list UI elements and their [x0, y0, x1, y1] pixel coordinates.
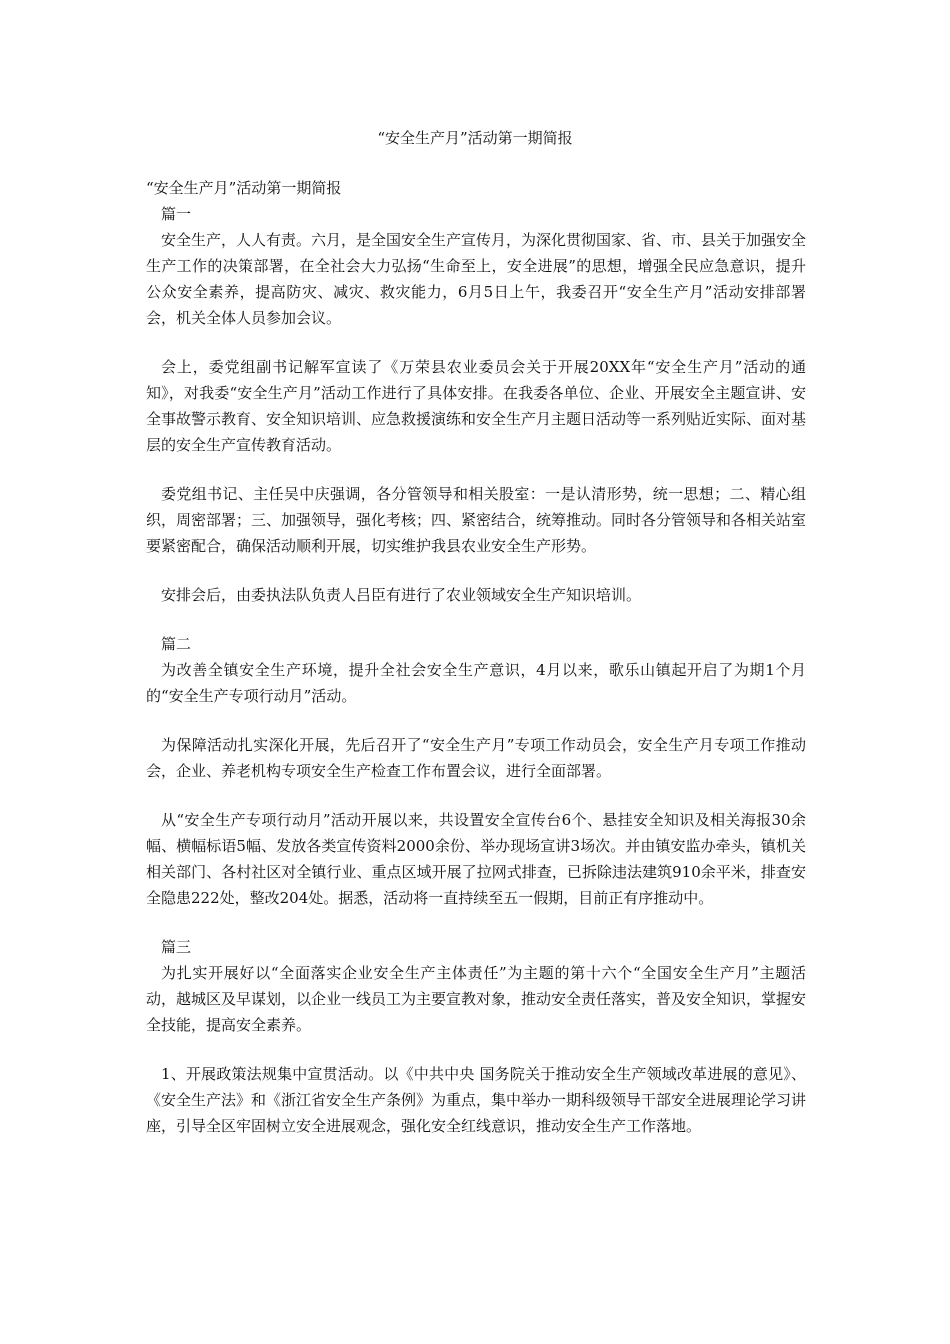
document-subtitle: “安全生产月”活动第一期简报	[146, 179, 342, 197]
paragraph: 1、开展政策法规集中宣贯活动。以《中共中央 国务院关于推动安全生产领域改革进展的意见》、《安全生产法》和《浙江省安全生产条例》为重点，集中举办一期科级领导干部安全进展理论学习讲座，引导全区牢固树立安全进展观念，强化安全红线意识，推动安全生产工作落地。	[146, 1065, 807, 1135]
paragraph: 安排会后，由委执法队负责人吕臣有进行了农业领域安全生产知识培训。	[161, 586, 642, 604]
paragraph: 安全生产，人人有责。六月，是全国安全生产宣传月，为深化贯彻国家、省、市、县关于加强安全生产工作的决策部署，在全社会大力弘扬“生命至上，安全进展”的思想，增强全民应急意识，提升公众安全素养，提高防灾、减灾、救灾能力，6月5日上午，我委召开“安全生产月”活动安排部署会，机关全体人员参加会议。	[146, 231, 807, 327]
document-body	[146, 175, 806, 1139]
article-3	[146, 934, 806, 1139]
paragraph: 为扎实开展好以“全面落实企业安全生产主体责任”为主题的第十六个“全国安全生产月”主题活动，越城区及早谋划，以企业一线员工为主要宣教对象，推动安全责任落实，普及安全知识，掌握安全技能，提高安全素养。	[146, 964, 807, 1034]
article-label: 篇二	[161, 635, 192, 653]
paragraph: 委党组书记、主任吴中庆强调，各分管领导和相关股室：一是认清形势，统一思想；二、精心组织，周密部署；三、加强领导，强化考核；四、紧密结合，统筹推动。同时各分管领导和各相关站室要紧密配合，确保活动顺利开展，切实维护我县农业安全生产形势。	[146, 485, 807, 555]
paragraph: 从“安全生产专项行动月”活动开展以来，共设置安全宣传台6个、悬挂安全知识及相关海报30余幅、横幅标语5幅、发放各类宣传资料2000余份、举办现场宣讲3场次。并由镇安监办牵头，镇机关相关部门、各村社区对全镇行业、重点区域开展了拉网式排查，已拆除违法建筑910余平米，排查安全隐患222处，整改204处。据悉，活动将一直持续至五一假期，目前正有序推动中。	[146, 811, 806, 907]
article-label: 篇三	[161, 938, 192, 956]
article-1	[146, 201, 806, 608]
paragraph: 会上，委党组副书记解军宣读了《万荣县农业委员会关于开展20XX年“安全生产月”活动的通知》，对我委“安全生产月”活动工作进行了具体安排。在我委各单位、企业、开展安全主题宣讲、安全事故警示教育、安全知识培训、应急救援演练和安全生产月主题日活动等一系列贴近实际、面对基层的安全生产宣传教育活动。	[146, 358, 807, 454]
article-2	[146, 631, 806, 911]
article-label: 篇一	[161, 205, 192, 223]
paragraph: 为保障活动扎实深化开展，先后召开了“安全生产月”专项工作动员会，安全生产月专项工作推动会，企业、养老机构专项安全生产检查工作布置会议，进行全面部署。	[146, 736, 806, 780]
paragraph: 为改善全镇安全生产环境，提升全社会安全生产意识，4月以来，歌乐山镇起开启了为期1个月的“安全生产专项行动月”活动。	[146, 661, 806, 705]
document-title: “安全生产月”活动第一期简报	[377, 129, 573, 147]
